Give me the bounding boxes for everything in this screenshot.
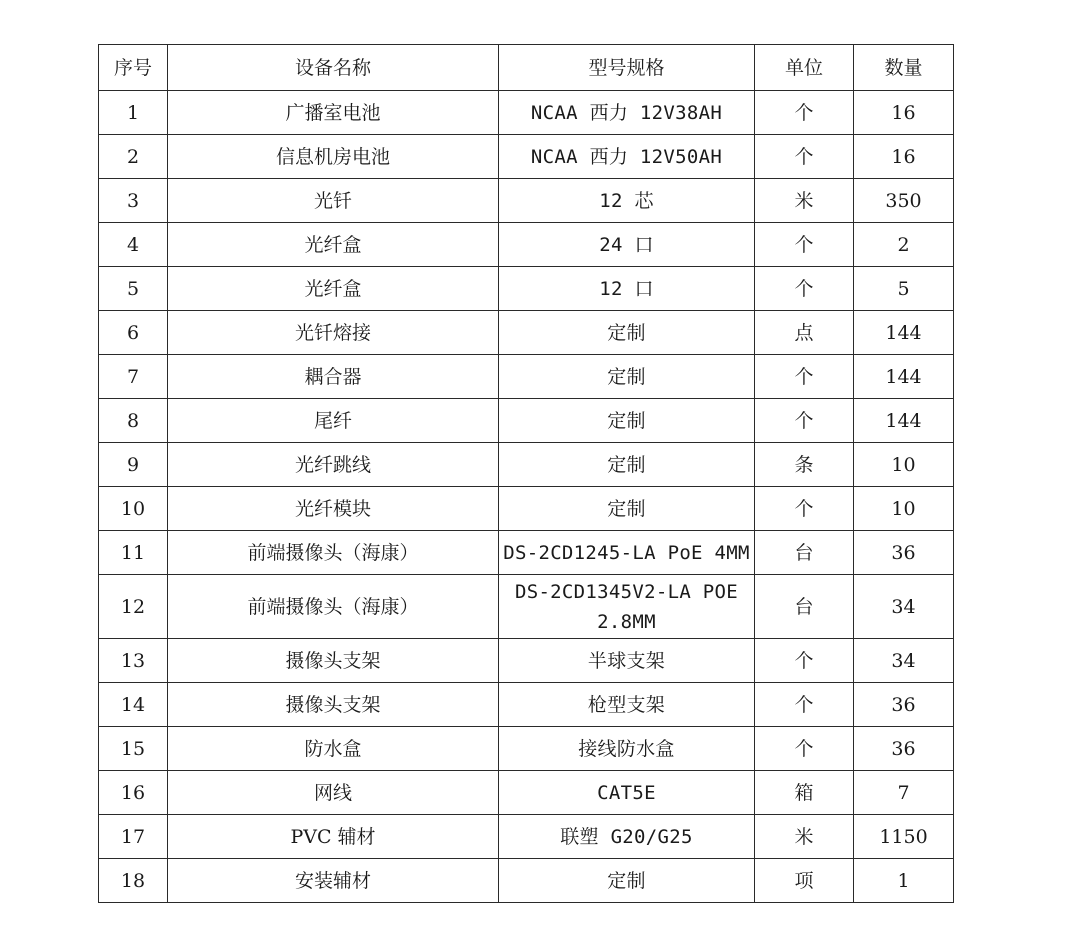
cell-qty: 10 xyxy=(854,487,954,531)
cell-name: 光钎 xyxy=(168,179,499,223)
cell-name: 尾纤 xyxy=(168,399,499,443)
table-row xyxy=(99,531,954,575)
cell-unit: 台 xyxy=(755,575,854,639)
header-spec: 型号规格 xyxy=(499,45,755,91)
table-row xyxy=(99,223,954,267)
table-row xyxy=(99,683,954,727)
cell-spec: 12 芯 xyxy=(499,179,755,223)
cell-unit: 项 xyxy=(755,859,854,903)
cell-no: 13 xyxy=(99,639,168,683)
cell-qty: 10 xyxy=(854,443,954,487)
equipment-table xyxy=(98,44,954,903)
table-row xyxy=(99,91,954,135)
cell-unit: 个 xyxy=(755,727,854,771)
cell-qty: 7 xyxy=(854,771,954,815)
cell-spec: 定制 xyxy=(499,859,755,903)
table-row xyxy=(99,179,954,223)
cell-name: 网线 xyxy=(168,771,499,815)
cell-unit: 点 xyxy=(755,311,854,355)
cell-qty: 34 xyxy=(854,575,954,639)
cell-unit: 个 xyxy=(755,487,854,531)
cell-no: 4 xyxy=(99,223,168,267)
cell-name: 防水盒 xyxy=(168,727,499,771)
cell-qty: 16 xyxy=(854,135,954,179)
cell-spec: DS-2CD1345V2-LA POE 2.8MM xyxy=(499,575,755,639)
cell-no: 11 xyxy=(99,531,168,575)
cell-spec: 定制 xyxy=(499,443,755,487)
table-row xyxy=(99,727,954,771)
cell-qty: 34 xyxy=(854,639,954,683)
cell-no: 9 xyxy=(99,443,168,487)
cell-name: 光纤跳线 xyxy=(168,443,499,487)
cell-spec: 接线防水盒 xyxy=(499,727,755,771)
cell-no: 17 xyxy=(99,815,168,859)
header-unit: 单位 xyxy=(755,45,854,91)
cell-spec: 定制 xyxy=(499,487,755,531)
cell-qty: 350 xyxy=(854,179,954,223)
cell-name: 广播室电池 xyxy=(168,91,499,135)
table-row xyxy=(99,267,954,311)
cell-qty: 36 xyxy=(854,531,954,575)
header-name: 设备名称 xyxy=(168,45,499,91)
cell-name: 光钎熔接 xyxy=(168,311,499,355)
cell-unit: 个 xyxy=(755,267,854,311)
cell-qty: 144 xyxy=(854,399,954,443)
cell-spec: DS-2CD1245-LA PoE 4MM xyxy=(499,531,755,575)
cell-spec: 12 口 xyxy=(499,267,755,311)
table-row xyxy=(99,639,954,683)
cell-qty: 2 xyxy=(854,223,954,267)
cell-unit: 个 xyxy=(755,355,854,399)
cell-no: 5 xyxy=(99,267,168,311)
cell-unit: 个 xyxy=(755,223,854,267)
table-row xyxy=(99,399,954,443)
cell-spec: 半球支架 xyxy=(499,639,755,683)
table-row xyxy=(99,771,954,815)
table-row xyxy=(99,575,954,639)
cell-spec: NCAA 西力 12V38AH xyxy=(499,91,755,135)
cell-qty: 144 xyxy=(854,355,954,399)
cell-name: 光纤盒 xyxy=(168,267,499,311)
table-row xyxy=(99,487,954,531)
cell-no: 1 xyxy=(99,91,168,135)
cell-qty: 16 xyxy=(854,91,954,135)
cell-no: 6 xyxy=(99,311,168,355)
cell-name: 光纤盒 xyxy=(168,223,499,267)
table-row xyxy=(99,815,954,859)
table-row xyxy=(99,355,954,399)
cell-no: 10 xyxy=(99,487,168,531)
cell-no: 3 xyxy=(99,179,168,223)
header-no: 序号 xyxy=(99,45,168,91)
cell-unit: 个 xyxy=(755,135,854,179)
cell-unit: 米 xyxy=(755,815,854,859)
cell-unit: 台 xyxy=(755,531,854,575)
cell-spec: NCAA 西力 12V50AH xyxy=(499,135,755,179)
table-row xyxy=(99,859,954,903)
header-qty: 数量 xyxy=(854,45,954,91)
cell-name: PVC 辅材 xyxy=(168,815,499,859)
cell-spec: 定制 xyxy=(499,355,755,399)
cell-qty: 36 xyxy=(854,727,954,771)
cell-name: 前端摄像头（海康） xyxy=(168,575,499,639)
cell-name: 摄像头支架 xyxy=(168,683,499,727)
table-header-row xyxy=(99,45,954,91)
cell-spec: 定制 xyxy=(499,311,755,355)
cell-name: 信息机房电池 xyxy=(168,135,499,179)
cell-no: 2 xyxy=(99,135,168,179)
cell-spec: 枪型支架 xyxy=(499,683,755,727)
cell-spec: 联塑 G20/G25 xyxy=(499,815,755,859)
cell-unit: 条 xyxy=(755,443,854,487)
cell-unit: 个 xyxy=(755,91,854,135)
cell-unit: 米 xyxy=(755,179,854,223)
cell-name: 摄像头支架 xyxy=(168,639,499,683)
table-row xyxy=(99,311,954,355)
cell-no: 14 xyxy=(99,683,168,727)
cell-spec: 24 口 xyxy=(499,223,755,267)
cell-qty: 1 xyxy=(854,859,954,903)
table-row xyxy=(99,135,954,179)
cell-unit: 个 xyxy=(755,683,854,727)
cell-name: 光纤模块 xyxy=(168,487,499,531)
cell-no: 12 xyxy=(99,575,168,639)
cell-qty: 36 xyxy=(854,683,954,727)
cell-unit: 个 xyxy=(755,399,854,443)
cell-unit: 个 xyxy=(755,639,854,683)
cell-qty: 1150 xyxy=(854,815,954,859)
cell-no: 7 xyxy=(99,355,168,399)
cell-no: 8 xyxy=(99,399,168,443)
cell-name: 安装辅材 xyxy=(168,859,499,903)
cell-no: 16 xyxy=(99,771,168,815)
cell-name: 前端摄像头（海康） xyxy=(168,531,499,575)
cell-name: 耦合器 xyxy=(168,355,499,399)
cell-spec: 定制 xyxy=(499,399,755,443)
cell-qty: 5 xyxy=(854,267,954,311)
table-row xyxy=(99,443,954,487)
cell-unit: 箱 xyxy=(755,771,854,815)
cell-spec: CAT5E xyxy=(499,771,755,815)
cell-no: 18 xyxy=(99,859,168,903)
cell-qty: 144 xyxy=(854,311,954,355)
cell-no: 15 xyxy=(99,727,168,771)
